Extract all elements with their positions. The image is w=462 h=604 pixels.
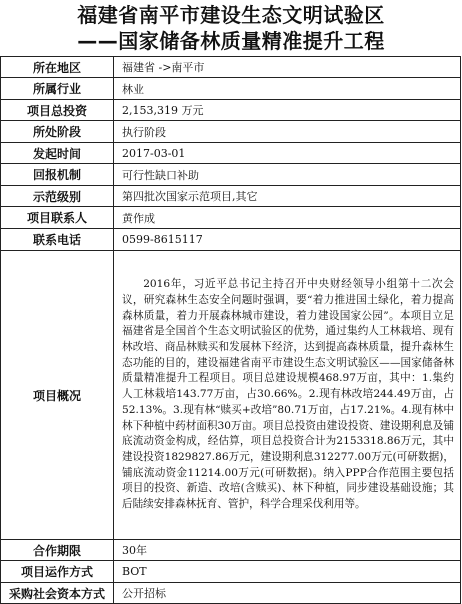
table-row-industry — [1, 78, 461, 100]
table-row-overview — [1, 251, 461, 540]
contact-phone-label: 联系电话 — [1, 229, 114, 251]
stage-label: 所处阶段 — [1, 121, 114, 143]
table-row-contact-person — [1, 207, 461, 229]
project-info-table — [0, 56, 461, 604]
region-label: 所在地区 — [1, 57, 114, 78]
overview-label: 项目概况 — [1, 251, 114, 540]
table-row-region — [1, 57, 461, 78]
table-row-operation-mode — [1, 561, 461, 583]
total-investment-value: 2,153,319 万元 — [114, 100, 461, 121]
contact-person-value: 黄作成 — [114, 207, 461, 229]
contact-phone-value: 0599-8615117 — [114, 229, 461, 251]
contact-person-label: 项目联系人 — [1, 207, 114, 229]
overview-value: 2016年，习近平总书记主持召开中央财经领导小组第十二次会议，研究森林生态安全问题时强调，要“着力推进国土绿化，着力提高森林质量，着力开展森林城市建设，着力建设国家公园”。本项目立足福建省是全国首个生态文明试验区的优势，通过集约人工林栽培、现有林改培、商品林赎买和发展林下经济，达到提高森林质量，提升森林生态功能的目的，建设福建省南平市建设生态文明试验区——国家储备林质量精准提升工程项目。项目总建设规模468.97万亩，其中：1.集约人工林栽培143.77万亩，占30.66%。2.现有林改培244.49万亩，占52.13%。3.现有林“赎买+改培”80.71万亩，占17.21%。4.现有林中林下种植中药材面积30万亩。项目总投资由建设投资、建设期利息及铺底流动资金构成，经估算，项目总投资合计为2153318.86万元，其中建设投资1829827.86万元，建设期利息312277.00万元(可研数据)，铺底流动资金11214.00万元(可研数据)。纳入PPP合作范围主要包括项目的投资、新造、改培(含赎买)、林下种植，同步建设基础设施；其后陆续安排森林抚育、管护，科学合理采伐利用等。 — [114, 251, 461, 540]
industry-value: 林业 — [114, 78, 461, 100]
table-row-contact-phone — [1, 229, 461, 251]
title-line-2: ——国家储备林质量精准提升工程 — [77, 29, 385, 53]
return-mechanism-value: 可行性缺口补助 — [114, 164, 461, 186]
demo-level-value: 第四批次国家示范项目,其它 — [114, 186, 461, 207]
table-row-return-mechanism — [1, 164, 461, 186]
demo-level-label: 示范级别 — [1, 186, 114, 207]
return-mechanism-label: 回报机制 — [1, 164, 114, 186]
table-row-total-investment — [1, 100, 461, 121]
start-date-label: 发起时间 — [1, 143, 114, 164]
table-row-cooperation-term — [1, 540, 461, 561]
table-row-start-date — [1, 143, 461, 164]
total-investment-label: 项目总投资 — [1, 100, 114, 121]
title-line-1: 福建省南平市建设生态文明试验区 — [77, 3, 385, 27]
start-date-value: 2017-03-01 — [114, 143, 461, 164]
cooperation-term-value: 30年 — [114, 540, 461, 561]
cooperation-term-label: 合作期限 — [1, 540, 114, 561]
stage-value: 执行阶段 — [114, 121, 461, 143]
operation-mode-value: BOT — [114, 561, 461, 583]
table-row-stage — [1, 121, 461, 143]
table-row-demo-level — [1, 186, 461, 207]
region-value: 福建省 ->南平市 — [114, 57, 461, 78]
table-row-procurement-method — [1, 583, 461, 604]
procurement-method-value: 公开招标 — [114, 583, 461, 604]
industry-label: 所属行业 — [1, 78, 114, 100]
procurement-method-label: 采购社会资本方式 — [1, 583, 114, 604]
operation-mode-label: 项目运作方式 — [1, 561, 114, 583]
